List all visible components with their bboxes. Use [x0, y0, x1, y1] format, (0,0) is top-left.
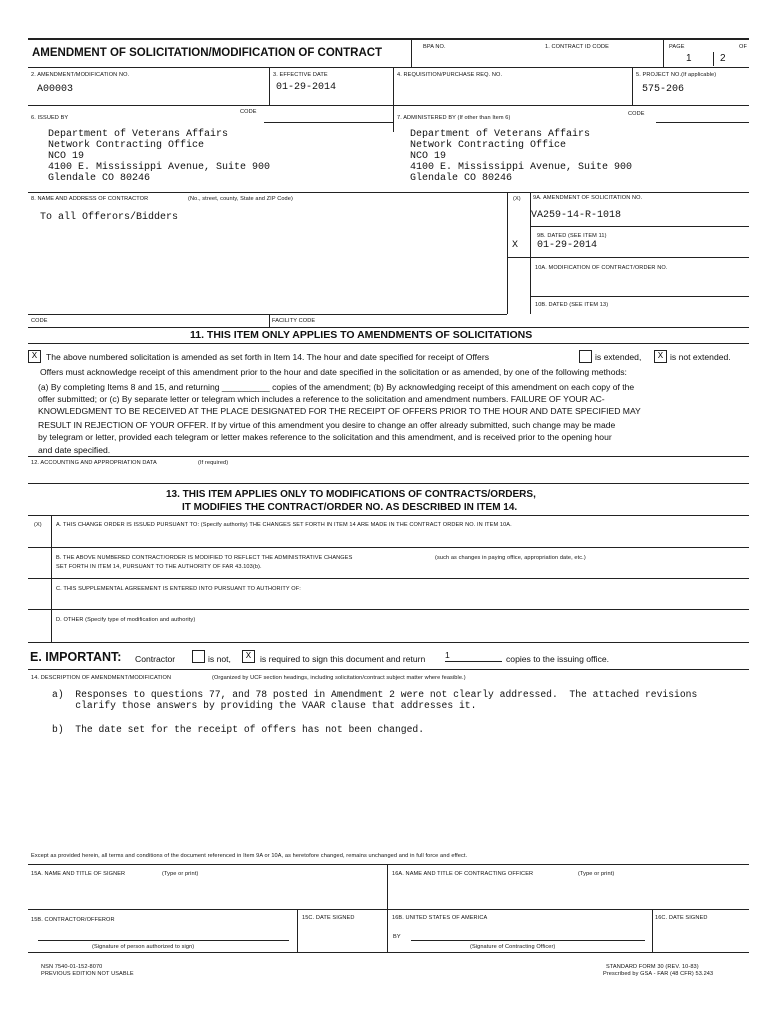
- bpa-label: BPA NO.: [423, 44, 446, 50]
- administered-by-label: 7. ADMINISTERED BY (If other than Item 6): [397, 115, 511, 121]
- contractor-value[interactable]: To all Offerors/Bidders: [40, 212, 179, 223]
- project-value[interactable]: 575-206: [642, 84, 685, 95]
- 16a-label: 16A. NAME AND TITLE OF CONTRACTING OFFICER: [392, 871, 534, 877]
- rule: [28, 192, 749, 193]
- form-number: STANDARD FORM 30 (REV. 10-83): [606, 964, 699, 970]
- item13-x-label: (X): [34, 522, 42, 528]
- extended-label: is extended,: [595, 352, 642, 362]
- rule: [264, 122, 393, 123]
- divider: [269, 314, 270, 327]
- item11-line6: RESULT IN REJECTION OF YOUR OFFER. If by virtue of this amendment you desire to change an offer already submitted, such change may be made: [38, 420, 616, 430]
- is-not-required-checkbox[interactable]: [192, 650, 205, 663]
- code-label: CODE: [31, 318, 48, 324]
- item13-title-1: 13. THIS ITEM APPLIES ONLY TO MODIFICATIONS OF CONTRACTS/ORDERS,: [166, 489, 536, 500]
- important-title: E. IMPORTANT:: [30, 650, 122, 664]
- copies-label: copies to the issuing office.: [506, 654, 610, 664]
- item11-line2: Offers must acknowledge receipt of this amendment prior to the hour and date specified in the solicitation or as amended, by one of the following methods:: [40, 367, 627, 377]
- 10b-label: 10B. DATED (SEE ITEM 13): [535, 302, 609, 308]
- administered-by-value[interactable]: Department of Veterans Affairs Network Contracting Office NCO 19 4100 E. Mississippi Avenue, Suite 900 Glendale CO 80246: [410, 129, 633, 184]
- rule: [28, 952, 749, 953]
- rule: [507, 257, 749, 258]
- 16b-label: 16B. UNITED STATES OF AMERICA: [392, 915, 488, 921]
- rule: [28, 864, 749, 865]
- item11-line4: offer submitted; or (c) By separate letter or telegram which includes a reference to the solicitation and amendment numbers. FAILURE OF YOUR AC-: [38, 394, 605, 404]
- 9a-label: 9A. AMENDMENT OF SOLICITATION NO.: [533, 195, 643, 201]
- effective-date-label: 3. EFFECTIVE DATE: [273, 72, 328, 78]
- rule: [28, 327, 749, 328]
- extended-checkbox[interactable]: [579, 350, 592, 363]
- page-number: 1: [686, 53, 692, 64]
- divider: [393, 67, 394, 132]
- page-total: 2: [720, 53, 726, 64]
- 16a-sub: (Type or print): [578, 871, 615, 877]
- requisition-label: 4. REQUISITION/PURCHASE REQ. NO.: [397, 72, 503, 78]
- item11-line5: KNOWLEDGMENT TO BE RECEIVED AT THE PLACE DESIGNATED FOR THE RECEIPT OF OFFERS PRIOR TO THE HOUR AND DATE SPECIFIED MAY: [38, 406, 641, 416]
- admin-code-label: CODE: [628, 111, 645, 117]
- copies-number: 1: [445, 650, 450, 660]
- contractor-sub-label: (No., street, county, State and ZIP Code): [188, 196, 293, 202]
- 15c-label: 15C. DATE SIGNED: [302, 915, 355, 921]
- 15a-sub: (Type or print): [162, 871, 199, 877]
- item14-a-line1[interactable]: a) Responses to questions 77, and 78 posted in Amendment 2 were not clearly addressed. The attached revisions: [52, 689, 698, 700]
- divider: [507, 192, 508, 314]
- amend-label: 2. AMENDMENT/MODIFICATION NO.: [31, 72, 130, 78]
- item14-a-line2[interactable]: clarify those answers by providing the VAAR clause that addresses it.: [52, 700, 477, 711]
- required-label: is required to sign this document and return: [260, 654, 426, 664]
- 10a-label: 10A. MODIFICATION OF CONTRACT/ORDER NO.: [535, 265, 668, 271]
- item13-b1-sub: (such as changes in paying office, appropriation date, etc.): [435, 555, 586, 561]
- item13-a[interactable]: A. THIS CHANGE ORDER IS ISSUED PURSUANT TO: (Specify authority) THE CHANGES SET FORTH IN ITEM 14 ARE MADE IN THE CONTRACT ORDER NO. IN ITEM 10A.: [56, 522, 512, 528]
- rule: [28, 547, 749, 548]
- contractor-label: 8. NAME AND ADDRESS OF CONTRACTOR: [31, 196, 149, 202]
- rule: [28, 515, 749, 516]
- rule: [28, 909, 749, 910]
- rule: [530, 226, 749, 227]
- rule: [28, 314, 507, 315]
- officer-signature-line[interactable]: [411, 940, 645, 941]
- rule: [28, 669, 749, 670]
- rule: [28, 578, 749, 579]
- amend-value[interactable]: A00003: [37, 84, 74, 95]
- rule: [530, 296, 749, 297]
- solicitation-amended-checkbox[interactable]: X: [28, 350, 41, 363]
- rule: [28, 483, 749, 484]
- 9b-x-mark[interactable]: X: [512, 240, 519, 251]
- 9b-label: 9B. DATED (SEE ITEM 11): [537, 233, 607, 239]
- sig1-label: (Signature of person authorized to sign): [92, 944, 195, 950]
- of-label: OF: [739, 44, 747, 50]
- by-label: BY: [393, 934, 401, 940]
- item11-line7: by telegram or letter, provided each telegram or letter makes reference to the solicitation and this amendment, and is received prior to the opening hour: [38, 432, 612, 442]
- divider: [713, 52, 714, 66]
- rule: [28, 456, 749, 457]
- is-required-checkbox[interactable]: X: [242, 650, 255, 663]
- item13-title-2: IT MODIFIES THE CONTRACT/ORDER NO. AS DESCRIBED IN ITEM 14.: [182, 502, 518, 513]
- effective-date-value[interactable]: 01-29-2014: [276, 82, 337, 93]
- contract-id-label: 1. CONTRACT ID CODE: [545, 44, 609, 50]
- prev-edition-label: PREVIOUS EDITION NOT USABLE: [41, 971, 134, 977]
- item12-sub: (If required): [198, 460, 229, 466]
- rule: [28, 67, 749, 68]
- not-extended-label: is not extended.: [670, 352, 731, 362]
- prescribed-by: Prescribed by GSA - FAR (48 CFR) 53.243: [603, 971, 714, 977]
- 16c-label: 16C. DATE SIGNED: [655, 915, 708, 921]
- form-title: AMENDMENT OF SOLICITATION/MODIFICATION OF CONTRACT: [32, 47, 383, 59]
- divider: [269, 67, 270, 105]
- project-label: 5. PROJECT NO.(If applicable): [636, 72, 717, 78]
- divider: [387, 864, 388, 952]
- issued-code-label: CODE: [240, 109, 257, 115]
- copies-count[interactable]: [445, 650, 502, 662]
- is-not-label: is not,: [208, 654, 231, 664]
- rule: [28, 343, 749, 344]
- divider: [652, 909, 653, 952]
- important-contractor: Contractor: [135, 654, 176, 664]
- 15a-label: 15A. NAME AND TITLE OF SIGNER: [31, 871, 126, 877]
- except-note: Except as provided herein, all terms and conditions of the document referenced in Item 9A or 10A, as heretofore changed, remains unchanged and in full force and effect.: [31, 853, 468, 859]
- top-border: [28, 38, 749, 40]
- item14-sub: (Organized by UCF section headings, including solicitation/contract subject matter where feasible.): [212, 675, 466, 681]
- rule: [656, 122, 749, 123]
- nsn-label: NSN 7540-01-152-8070: [41, 964, 103, 970]
- x-col-label: (X): [513, 196, 521, 202]
- item12-label: 12. ACCOUNTING AND APPROPRIATION DATA: [31, 460, 157, 466]
- rule: [28, 642, 749, 643]
- sig2-label: (Signature of Contracting Officer): [470, 944, 556, 950]
- 9b-value[interactable]: 01-29-2014: [537, 240, 598, 251]
- 9a-value[interactable]: VA259-14-R-1018: [531, 210, 622, 221]
- item14-label: 14. DESCRIPTION OF AMENDMENT/MODIFICATION: [31, 675, 172, 681]
- item13-b2: SET FORTH IN ITEM 14, PURSUANT TO THE AUTHORITY OF FAR 43.103(b).: [56, 564, 262, 570]
- rule: [28, 105, 749, 106]
- item13-c[interactable]: C. THIS SUPPLEMENTAL AGREEMENT IS ENTERED INTO PURSUANT TO AUTHORITY OF:: [56, 586, 301, 592]
- divider: [411, 38, 412, 68]
- not-extended-checkbox[interactable]: X: [654, 350, 667, 363]
- item13-d[interactable]: D. OTHER (Specify type of modification and authority): [56, 617, 196, 623]
- divider: [632, 67, 633, 105]
- divider: [51, 515, 52, 643]
- item11-line3: (a) By completing Items 8 and 15, and returning __________ copies of the amendment; (b) By acknowledging receipt of this amendment on each copy of the: [38, 382, 635, 392]
- contractor-signature-line[interactable]: [38, 940, 289, 941]
- issued-by-label: 6. ISSUED BY: [31, 115, 69, 121]
- rule: [28, 609, 749, 610]
- 15b-label: 15B. CONTRACTOR/OFFEROR: [31, 917, 115, 923]
- divider: [663, 38, 664, 68]
- facility-code-label: FACILITY CODE: [272, 318, 316, 324]
- item11-line8: and date specified.: [38, 445, 111, 455]
- item11-line1: The above numbered solicitation is amended as set forth in Item 14. The hour and date specified for receipt of Offers: [46, 352, 489, 362]
- divider: [297, 909, 298, 952]
- page-label: PAGE: [669, 44, 685, 50]
- item11-title: 11. THIS ITEM ONLY APPLIES TO AMENDMENTS OF SOLICITATIONS: [190, 329, 533, 341]
- item14-b-line[interactable]: b) The date set for the receipt of offers has not been changed.: [52, 724, 425, 735]
- item13-b1[interactable]: B. THE ABOVE NUMBERED CONTRACT/ORDER IS MODIFIED TO REFLECT THE ADMINISTRATIVE CHANGES: [56, 555, 353, 561]
- issued-by-value[interactable]: Department of Veterans Affairs Network Contracting Office NCO 19 4100 E. Mississippi Avenue, Suite 900 Glendale CO 80246: [48, 129, 271, 184]
